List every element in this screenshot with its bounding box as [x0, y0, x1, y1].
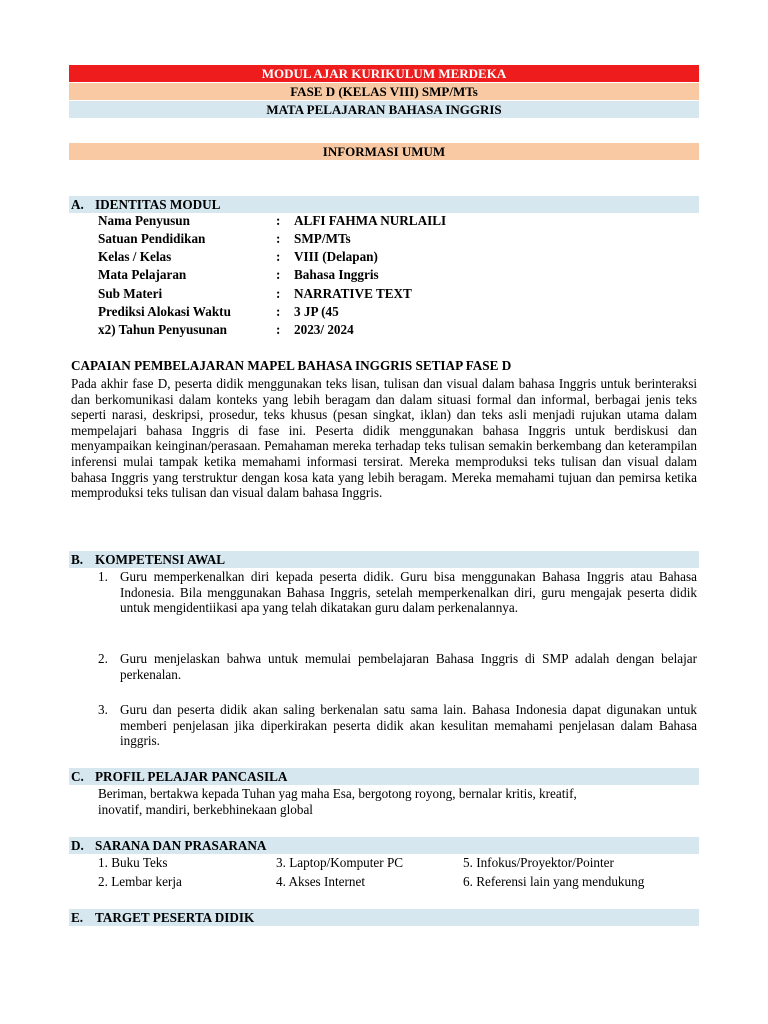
general-info-band — [69, 143, 699, 160]
identity-colon: : — [276, 213, 281, 228]
section-a-header — [69, 196, 699, 213]
section-e-letter: E. — [71, 910, 84, 925]
identity-value: SMP/MTs — [294, 231, 351, 246]
facility-item: 6. Referensi lain yang mendukung — [463, 874, 645, 889]
identity-colon: : — [276, 322, 281, 337]
facility-item: 2. Lembar kerja — [98, 874, 182, 889]
facility-item: 1. Buku Teks — [98, 855, 168, 870]
general-info-title: INFORMASI UMUM — [322, 144, 446, 159]
section-e-title: TARGET PESERTA DIDIK — [95, 910, 255, 925]
identity-value: VIII (Delapan) — [294, 249, 378, 264]
phase-band — [69, 83, 699, 100]
list-item-number: 1. — [98, 569, 108, 584]
capaian-paragraph: Pada akhir fase D, peserta didik menggunakan teks lisan, tulisan dan visual dalam bahasa Inggris untuk berinteraksi dan berkomunikasi dalam konteks yang lebih beragam dan dalam situasi formal dan informal, berbagai jenis teks seperti narasi, deskripsi, prosedur, teks khusus (pesan singkat, iklan) dan teks asli menjadi rujukan utama dalam mempelajari bahasa Inggris di fase ini. Peserta didik menggunakan bahasa Inggris untuk berdiskusi dan menyampaikan keinginan/perasaan. Pemahaman mereka terhadap teks tulisan semakin berkembang dan keterampilan inferensi mulai tampak ketika memahami informasi tersirat. Mereka memproduksi teks tulisan dan visual dalam bahasa Inggris yang terstruktur dengan kosa kata yang lebih beragam. Mereka memahami tujuan dan pemirsa ketika memproduksi teks tulisan dan visual dalam bahasa Inggris. — [71, 376, 697, 501]
list-item-number: 3. — [98, 702, 108, 717]
section-d-header — [69, 837, 699, 854]
identity-label: Mata Pelajaran — [98, 267, 187, 282]
list-item-text: Guru dan peserta didik akan saling berkenalan satu sama lain. Bahasa Indonesia dapat digunakan untuk memberi penjelasan jika diperkirakan peserta didik akan kesulitan memahami penjelasan dalam Bahasa inggris. — [120, 702, 697, 749]
identity-value: ALFI FAHMA NURLAILI — [294, 213, 447, 228]
section-c-header — [69, 768, 699, 785]
identity-label: Satuan Pendidikan — [98, 231, 206, 246]
phase-title: FASE D (KELAS VIII) SMP/MTs — [290, 84, 478, 99]
profile-text-line: inovatif, mandiri, berkebhinekaan global — [98, 802, 313, 817]
list-item-text: Guru memperkenalkan diri kepada peserta didik. Guru bisa menggunakan Bahasa Inggris atau Bahasa Indonesia. Bila menggunakan Bahasa Inggris, setelah memperkenalkan diri, guru mengajak peserta didik untuk mengidentiikasi apa yang telah dikatakan guru dalam perkenalannya. — [120, 569, 697, 616]
facility-item: 5. Infokus/Proyektor/Pointer — [463, 855, 614, 870]
subject-title: MATA PELAJARAN BAHASA INGGRIS — [266, 102, 502, 117]
identity-label: Sub Materi — [98, 286, 163, 301]
section-e-header — [69, 909, 699, 926]
identity-label: Nama Penyusun — [98, 213, 190, 228]
identity-value: 3 JP (45 — [294, 304, 339, 319]
identity-colon: : — [276, 286, 281, 301]
list-item-number: 2. — [98, 651, 108, 666]
capaian-heading: CAPAIAN PEMBELAJARAN MAPEL BAHASA INGGRIS SETIAP FASE D — [71, 358, 512, 373]
section-d-letter: D. — [71, 838, 84, 853]
identity-label: Kelas / Kelas — [98, 249, 172, 264]
module-title-band — [69, 65, 699, 82]
section-b-title: KOMPETENSI AWAL — [95, 552, 226, 567]
section-d-title: SARANA DAN PRASARANA — [95, 838, 267, 853]
section-a-letter: A. — [71, 197, 84, 212]
identity-value: Bahasa Inggris — [294, 267, 379, 282]
identity-value: NARRATIVE TEXT — [294, 286, 412, 301]
section-c-title: PROFIL PELAJAR PANCASILA — [95, 769, 288, 784]
section-b-header — [69, 551, 699, 568]
facility-item: 3. Laptop/Komputer PC — [276, 855, 404, 870]
identity-colon: : — [276, 249, 281, 264]
section-b-letter: B. — [71, 552, 84, 567]
subject-band — [69, 101, 699, 118]
list-item-text: Guru menjelaskan bahwa untuk memulai pembelajaran Bahasa Inggris di SMP adalah dengan belajar perkenalan. — [120, 651, 697, 682]
identity-colon: : — [276, 267, 281, 282]
identity-colon: : — [276, 231, 281, 246]
identity-label: Prediksi Alokasi Waktu — [98, 304, 231, 319]
module-title: MODUL AJAR KURIKULUM MERDEKA — [261, 66, 507, 81]
profile-text-line: Beriman, bertakwa kepada Tuhan yag maha Esa, bergotong royong, bernalar kritis, kreatif, — [98, 786, 577, 801]
identity-value: 2023/ 2024 — [294, 322, 354, 337]
identity-label: x2) Tahun Penyusunan — [98, 322, 228, 337]
identity-colon: : — [276, 304, 281, 319]
section-a-title: IDENTITAS MODUL — [95, 197, 221, 212]
section-c-letter: C. — [71, 769, 84, 784]
facility-item: 4. Akses Internet — [276, 874, 365, 889]
